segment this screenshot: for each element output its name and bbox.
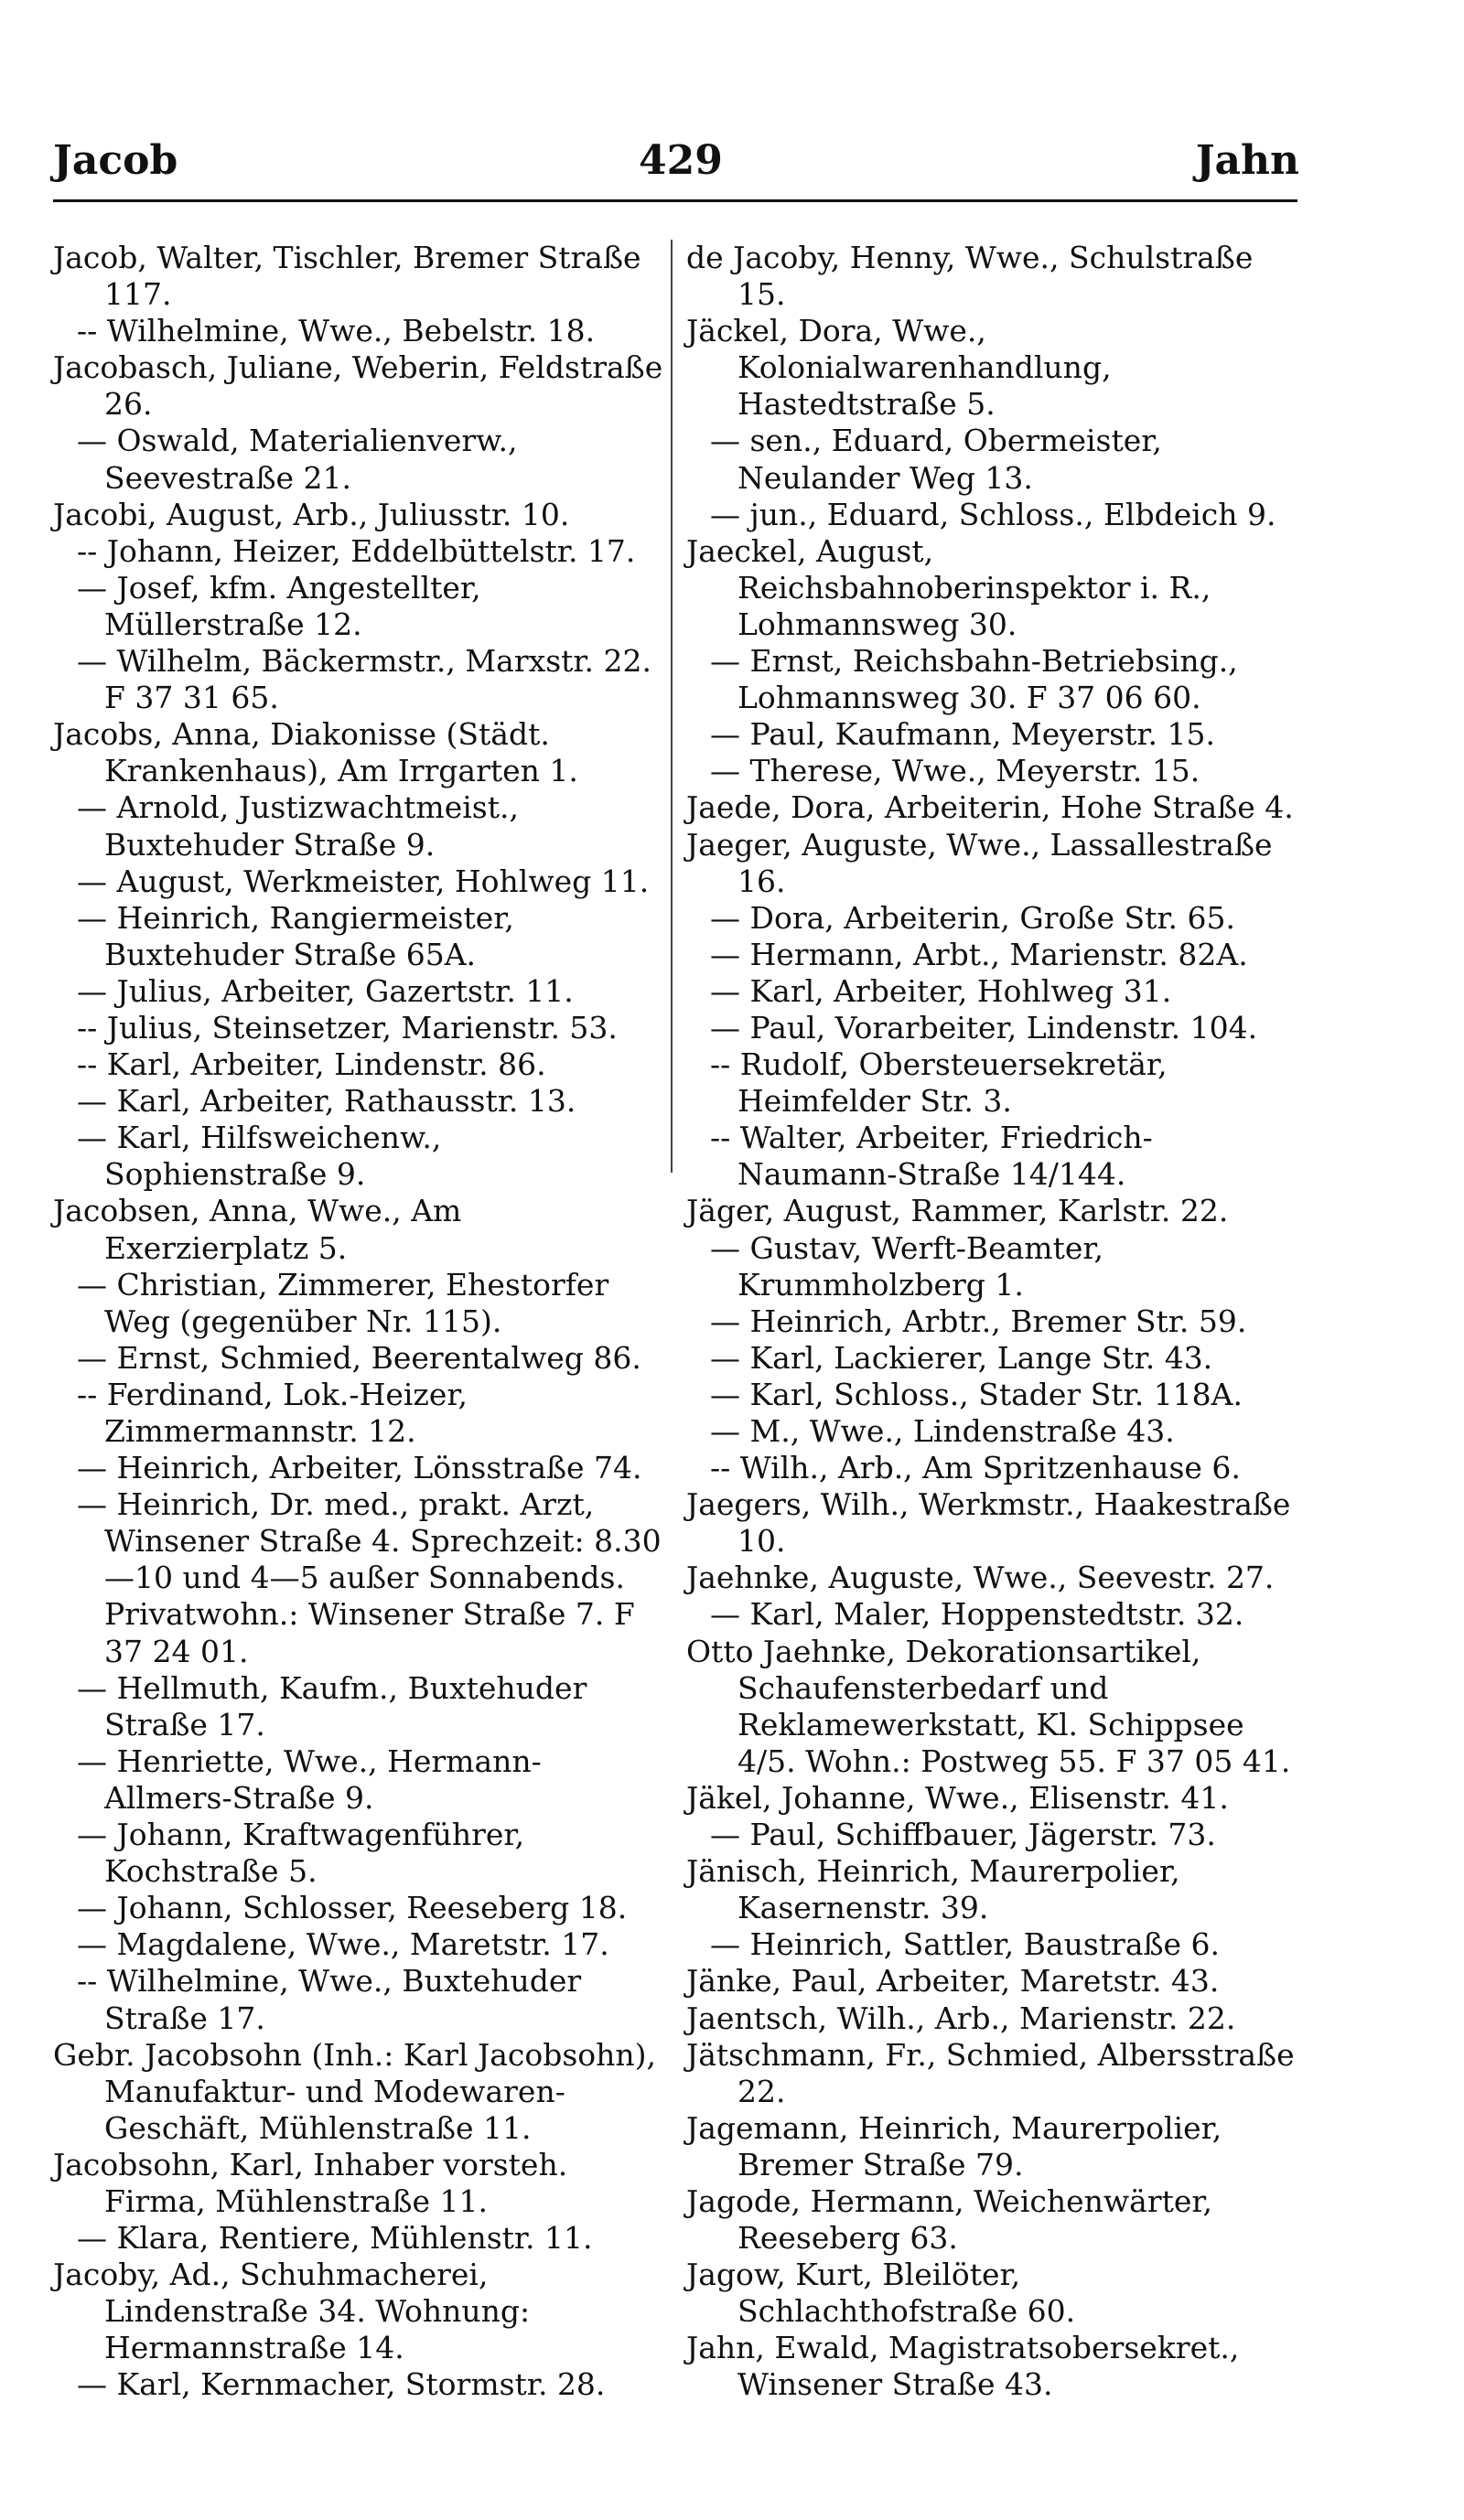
directory-entry: — sen., Eduard, Obermeister, Neulander Weg 13. bbox=[710, 423, 1162, 496]
directory-entry: — Heinrich, Rangiermeister, Buxtehuder Straße 65A. bbox=[77, 899, 514, 972]
directory-entry: Jagemann, Heinrich, Maurerpolier, Bremer Straße 79. bbox=[686, 2109, 1222, 2182]
directory-entry: — August, Werkmeister, Hohlweg 11. bbox=[77, 863, 650, 899]
directory-entry: Jacobsohn, Karl, Inhaber vorsteh. Firma, Mühlenstraße 11. bbox=[53, 2146, 568, 2219]
directory-entry: — Klara, Rentiere, Mühlenstr. 11. bbox=[77, 2220, 593, 2257]
directory-entry: de Jacoby, Henny, Wwe., Schulstraße 15. bbox=[686, 240, 1254, 313]
directory-entry: Jagow, Kurt, Bleilöter, Schlachthofstraße 60. bbox=[686, 2257, 1076, 2330]
directory-entry: Jahn, Ewald, Magistratsobersekret., Winsener Straße 43. bbox=[686, 2330, 1240, 2403]
page-number: 429 bbox=[639, 137, 723, 184]
directory-entry: -- Johann, Heizer, Eddelbüttelstr. 17. bbox=[77, 532, 636, 569]
directory-entry: Gebr. Jacobsohn (Inh.: Karl Jacobsohn), Manufaktur- und Modewaren-Geschäft, Mühlenstraße 11. bbox=[53, 2036, 657, 2146]
directory-entry: Jacoby, Ad., Schuhmacherei, Lindenstraße 34. Wohnung: Hermannstraße 14. bbox=[53, 2257, 531, 2366]
right-column bbox=[686, 240, 1297, 2404]
directory-entry: Jacobsen, Anna, Wwe., Am Exerzierplatz 5. bbox=[53, 1193, 462, 1266]
directory-entry: — Karl, Maler, Hoppenstedtstr. 32. bbox=[710, 1596, 1244, 1633]
directory-entry: — Paul, Schiffbauer, Jägerstr. 73. bbox=[710, 1817, 1216, 1853]
directory-entry: Jacobi, August, Arb., Juliusstr. 10. bbox=[53, 496, 570, 532]
directory-entry: — Hermann, Arbt., Marienstr. 82A. bbox=[710, 936, 1248, 972]
directory-entry: Jänke, Paul, Arbeiter, Maretstr. 43. bbox=[686, 1963, 1220, 2000]
directory-entry: Otto Jaehnke, Dekorationsartikel, Schaufensterbedarf und Reklamewerkstatt, Kl. Schippsee 4/5. Wohn.: Postweg 55. F 37 05 41. bbox=[686, 1633, 1291, 1779]
directory-entry: -- Karl, Arbeiter, Lindenstr. 86. bbox=[77, 1046, 546, 1083]
directory-entry: — Heinrich, Arbeiter, Lönsstraße 74. bbox=[77, 1450, 642, 1486]
running-head-left: Jacob bbox=[53, 137, 178, 184]
directory-entry: — Christian, Zimmerer, Ehestorfer Weg (gegenüber Nr. 115). bbox=[77, 1266, 609, 1339]
header-rule bbox=[53, 199, 1297, 202]
directory-entry: — Josef, kfm. Angestellter, Müllerstraße 12. bbox=[77, 569, 481, 642]
directory-entry: — Heinrich, Arbtr., Bremer Str. 59. bbox=[710, 1303, 1247, 1339]
directory-entry: -- Wilhelmine, Wwe., Bebelstr. 18. bbox=[77, 313, 596, 349]
directory-entry: — Ernst, Schmied, Beerentalweg 86. bbox=[77, 1339, 641, 1376]
directory-entry: — Wilhelm, Bäckermstr., Marxstr. 22. F 37 31 65. bbox=[77, 643, 652, 716]
directory-entry: Jaentsch, Wilh., Arb., Marienstr. 22. bbox=[686, 2000, 1236, 2036]
directory-entry: Jaede, Dora, Arbeiterin, Hohe Straße 4. bbox=[686, 789, 1294, 826]
directory-entry: — Heinrich, Sattler, Baustraße 6. bbox=[710, 1926, 1221, 1963]
directory-entry: -- Julius, Steinsetzer, Marienstr. 53. bbox=[77, 1009, 618, 1046]
directory-entry: Jaeckel, August, Reichsbahnoberinspektor i. R., Lohmannsweg 30. bbox=[686, 532, 1211, 642]
directory-entry: — Karl, Hilfsweichenw., Sophienstraße 9. bbox=[77, 1120, 442, 1193]
directory-entry: — Johann, Schlosser, Reeseberg 18. bbox=[77, 1890, 628, 1926]
directory-entry: — Heinrich, Dr. med., prakt. Arzt, Winsener Straße 4. Sprechzeit: 8.30—10 und 4—5 außer Sonnabends. Privatwohn.: Winsener Straße 7. F 37 24 01. bbox=[77, 1486, 662, 1669]
directory-entry: — Hellmuth, Kaufm., Buxtehuder Straße 17. bbox=[77, 1669, 587, 1743]
running-head-right: Jahn bbox=[1195, 137, 1299, 184]
directory-entry: Jätschmann, Fr., Schmied, Albersstraße 22. bbox=[686, 2036, 1295, 2109]
directory-entry: Jagode, Hermann, Weichenwärter, Reeseberg 63. bbox=[686, 2182, 1213, 2257]
column-divider bbox=[671, 240, 673, 1173]
directory-entry: — Henriette, Wwe., Hermann-Allmers-Straße 9. bbox=[77, 1743, 542, 1816]
directory-entry: Jänisch, Heinrich, Maurerpolier, Kasernenstr. 39. bbox=[686, 1853, 1180, 1926]
directory-entry: — Karl, Arbeiter, Rathausstr. 13. bbox=[77, 1083, 576, 1120]
directory-entry: Jäckel, Dora, Wwe., Kolonialwarenhandlung, Hastedtstraße 5. bbox=[686, 313, 1112, 423]
left-column bbox=[53, 240, 664, 2404]
directory-entry: — Karl, Schloss., Stader Str. 118A. bbox=[710, 1376, 1243, 1412]
directory-entry: -- Wilh., Arb., Am Spritzenhause 6. bbox=[710, 1450, 1241, 1486]
directory-entry: — Magdalene, Wwe., Maretstr. 17. bbox=[77, 1926, 609, 1963]
directory-entry: — Karl, Lackierer, Lange Str. 43. bbox=[710, 1339, 1213, 1376]
directory-entry: — Gustav, Werft-Beamter, Krummholzberg 1. bbox=[710, 1229, 1104, 1303]
directory-entry: -- Walter, Arbeiter, Friedrich-Naumann-Straße 14/144. bbox=[710, 1120, 1153, 1193]
directory-entry: — Therese, Wwe., Meyerstr. 15. bbox=[710, 753, 1200, 789]
directory-entry: — Dora, Arbeiterin, Große Str. 65. bbox=[710, 899, 1235, 936]
directory-entry: — Ernst, Reichsbahn-Betriebsing., Lohmannsweg 30. F 37 06 60. bbox=[710, 643, 1238, 716]
directory-entry: Jacobasch, Juliane, Weberin, Feldstraße 26. bbox=[53, 349, 663, 423]
directory-entry: Jäger, August, Rammer, Karlstr. 22. bbox=[686, 1193, 1229, 1229]
directory-entry: — Oswald, Materialienverw., Seevestraße 21. bbox=[77, 423, 518, 496]
page-header bbox=[53, 137, 1299, 201]
directory-entry: — Arnold, Justizwachtmeist., Buxtehuder Straße 9. bbox=[77, 789, 519, 863]
directory-entry: Jäkel, Johanne, Wwe., Elisenstr. 41. bbox=[686, 1779, 1229, 1816]
directory-entry: Jacobs, Anna, Diakonisse (Städt. Krankenhaus), Am Irrgarten 1. bbox=[53, 716, 578, 789]
directory-entry: — Karl, Kernmacher, Stormstr. 28. bbox=[77, 2366, 606, 2403]
directory-entry: Jacob, Walter, Tischler, Bremer Straße 117. bbox=[53, 240, 641, 313]
directory-entry: -- Ferdinand, Lok.-Heizer, Zimmermannstr. 12. bbox=[77, 1376, 468, 1449]
directory-entry: — jun., Eduard, Schloss., Elbdeich 9. bbox=[710, 496, 1276, 532]
directory-entry: — M., Wwe., Lindenstraße 43. bbox=[710, 1413, 1175, 1449]
directory-entry: -- Rudolf, Obersteuersekretär, Heimfelder Str. 3. bbox=[710, 1046, 1168, 1120]
directory-entry: — Julius, Arbeiter, Gazertstr. 11. bbox=[77, 972, 574, 1009]
directory-entry: -- Wilhelmine, Wwe., Buxtehuder Straße 17. bbox=[77, 1963, 582, 2036]
directory-entry: — Johann, Kraftwagenführer, Kochstraße 5. bbox=[77, 1817, 525, 1890]
directory-entry: — Paul, Vorarbeiter, Lindenstr. 104. bbox=[710, 1009, 1258, 1046]
directory-entry: — Paul, Kaufmann, Meyerstr. 15. bbox=[710, 716, 1215, 753]
directory-entry: Jaehnke, Auguste, Wwe., Seevestr. 27. bbox=[686, 1560, 1275, 1596]
directory-entry: — Karl, Arbeiter, Hohlweg 31. bbox=[710, 972, 1172, 1009]
directory-entry: Jaeger, Auguste, Wwe., Lassallestraße 16. bbox=[686, 826, 1273, 899]
directory-entry: Jaegers, Wilh., Werkmstr., Haakestraße 10. bbox=[686, 1486, 1291, 1560]
